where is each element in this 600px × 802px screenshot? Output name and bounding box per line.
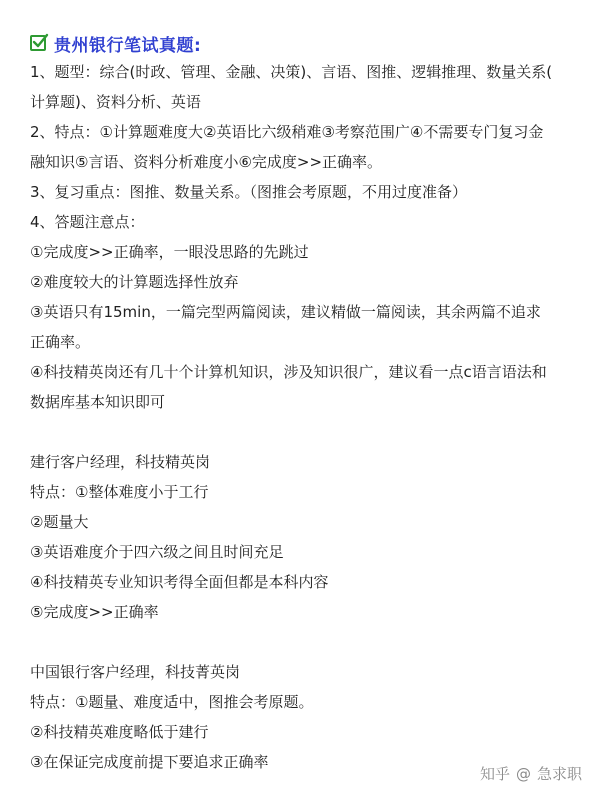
watermark-at: @ [515,764,531,783]
text-line: 正确率。 [30,333,91,351]
page-title: 贵州银行笔试真题: [54,35,202,56]
text-line: ④科技精英岗还有几十个计算机知识，涉及知识很广，建议看一点c语言语法和 [30,363,547,381]
watermark-site: 知乎 [479,765,510,783]
check-box-icon [30,35,46,51]
text-line: ①完成度>>正确率，一眼没思路的先跳过 [30,243,309,261]
text-line: 数据库基本知识即可 [30,393,166,411]
text-line: ⑤完成度>>正确率 [30,603,159,621]
section-heading: 中国银行客户经理，科技菁英岗 [30,663,241,681]
watermark-author: 急求职 [536,765,582,783]
text-line: ②科技精英难度略低于建行 [30,723,209,741]
watermark [480,763,582,784]
text-line: 2、特点：①计算题难度大②英语比六级稍难③考察范围广④不需要专门复习金 [30,123,544,141]
text-line: 特点：①整体难度小于工行 [30,483,209,501]
text-line: 3、复习重点：图推、数量关系。（图推会考原题，不用过度准备） [30,183,468,201]
title-row [30,30,201,56]
text-line: ②题量大 [30,513,89,531]
text-line: ③在保证完成度前提下要追求正确率 [30,753,269,771]
text-line: 4、答题注意点： [30,213,145,231]
text-line: ③英语只有15min，一篇完型两篇阅读，建议精做一篇阅读，其余两篇不追求 [30,303,541,321]
text-line: 计算题)、资料分析、英语 [30,93,201,111]
text-line: 融知识⑤言语、资料分析难度小⑥完成度>>正确率。 [30,153,383,171]
text-line: 1、题型：综合(时政、管理、金融、决策)、言语、图推、逻辑推理、数量关系( [30,63,553,81]
text-line: ②难度较大的计算题选择性放弃 [30,273,239,291]
text-line: ③英语难度介于四六级之间且时间充足 [30,543,284,561]
text-line: 特点：①题量、难度适中，图推会考原题。 [30,693,314,711]
section-heading: 建行客户经理，科技精英岗 [30,453,211,471]
text-line: ④科技精英专业知识考得全面但都是本科内容 [30,573,329,591]
